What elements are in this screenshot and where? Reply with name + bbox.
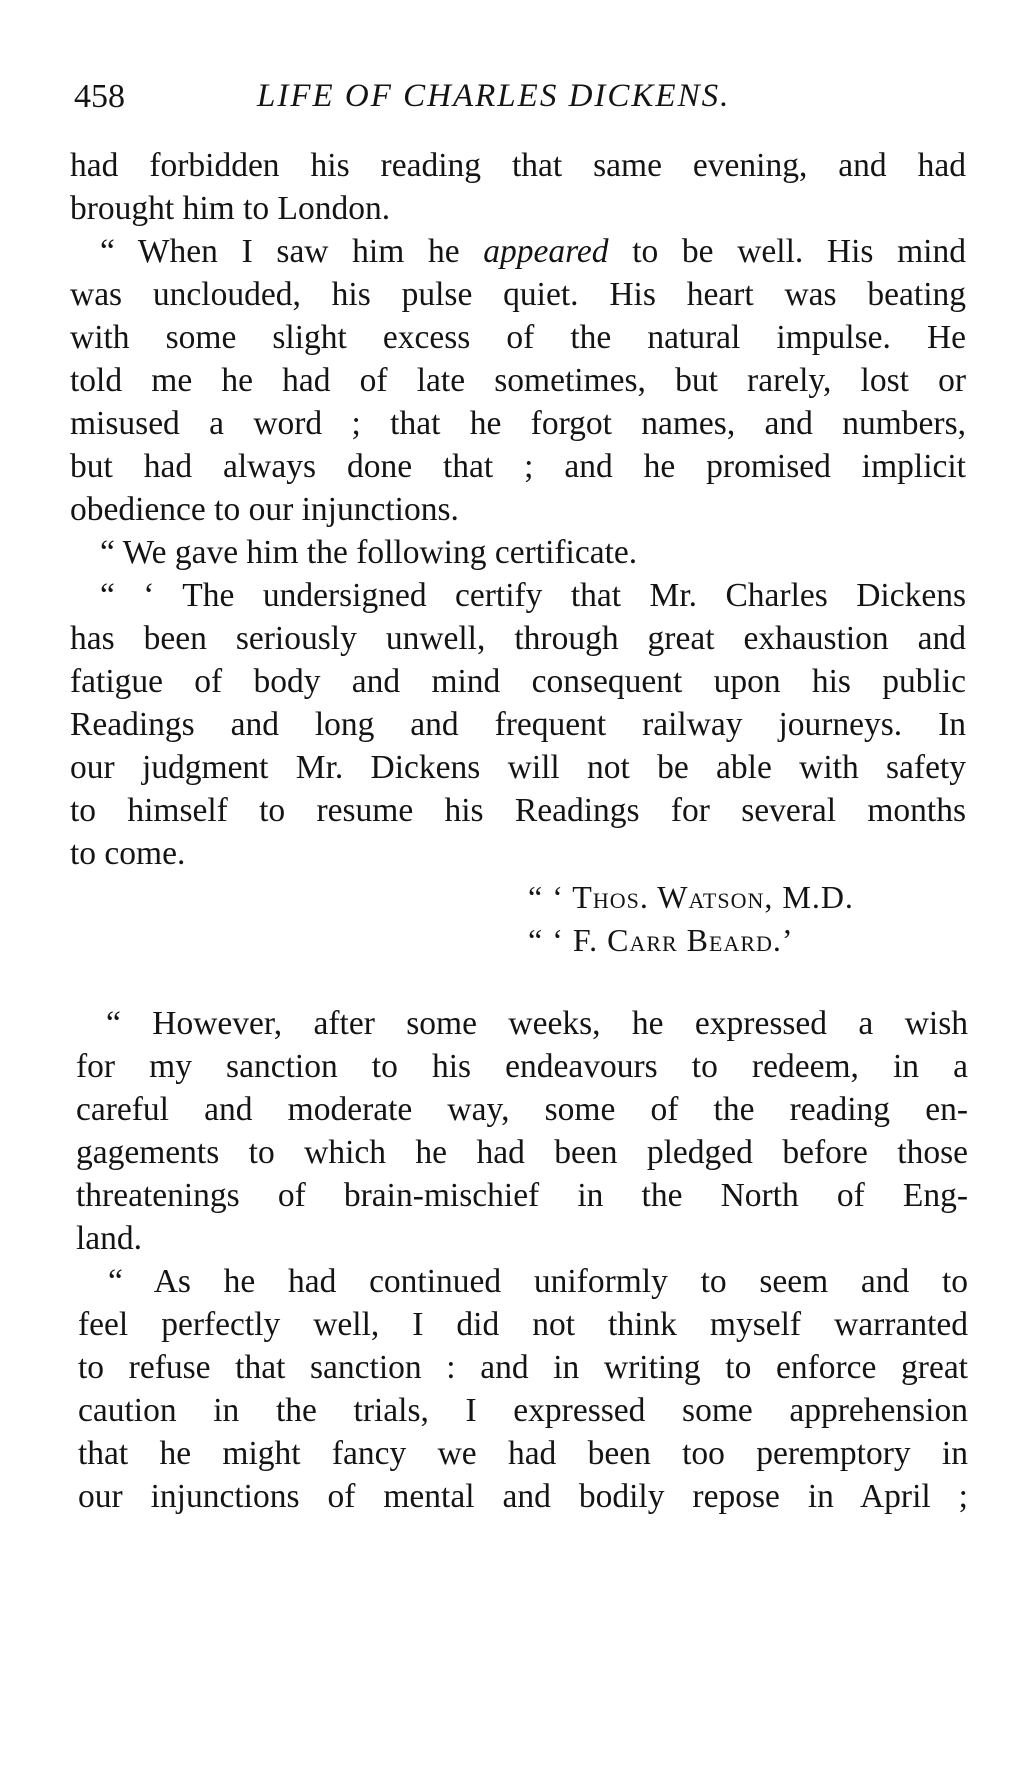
signature-line: “ ‘ F. Carr Beard.’ — [528, 922, 794, 958]
signature-line: “ ‘ Thos. Watson, M.D. — [528, 879, 854, 915]
text-line: Readings and long and frequent railway journeys. In — [70, 706, 966, 743]
text-line: told me he had of late sometimes, but rarely, lost or — [70, 362, 966, 399]
text-line: for my sanction to his endeavours to redeem, in a — [76, 1048, 968, 1085]
running-head: LIFE OF CHARLES DICKENS. — [257, 78, 731, 114]
text-line: was unclouded, his pulse quiet. His heart was beating — [70, 276, 966, 313]
text-line: that he might fancy we had been too peremptory in — [78, 1435, 968, 1472]
text-line: fatigue of body and mind consequent upon his public — [70, 663, 966, 700]
page-number: 458 — [74, 78, 125, 115]
text-line: “ As he had continued uniformly to seem and to — [108, 1263, 968, 1300]
text-line: our injunctions of mental and bodily repose in April ; — [78, 1478, 968, 1515]
emphasized-word: appeared — [483, 233, 609, 270]
text-line: brought him to London. — [70, 190, 391, 227]
text-line: our judgment Mr. Dickens will not be able with safety — [70, 749, 966, 786]
text-line: land. — [76, 1220, 143, 1257]
text-segment: “ When I saw him he appeared to be well. His mind — [100, 233, 966, 270]
text-line: obedience to our injunctions. — [70, 491, 459, 528]
text-line: had forbidden his reading that same evening, and had — [70, 147, 966, 184]
text-line: but had always done that ; and he promised implicit — [70, 448, 966, 485]
text-line: misused a word ; that he forgot names, and numbers, — [70, 405, 966, 442]
text-line: threatenings of brain-mischief in the North of Eng- — [76, 1177, 968, 1214]
text-line: “ We gave him the following certificate. — [100, 534, 638, 571]
text-line: caution in the trials, I expressed some apprehension — [78, 1392, 968, 1429]
text-line: to refuse that sanction : and in writing to enforce great — [78, 1349, 968, 1386]
text-line: to come. — [70, 835, 186, 872]
text-line: has been seriously unwell, through great exhaustion and — [70, 620, 966, 657]
text-line: “ However, after some weeks, he expressed a wish — [106, 1005, 968, 1042]
page-header — [72, 78, 972, 118]
text-line: to himself to resume his Readings for several months — [70, 792, 966, 829]
text-line: gagements to which he had been pledged before those — [76, 1134, 968, 1171]
text-line: careful and moderate way, some of the reading en- — [76, 1091, 968, 1128]
text-line-emphasis — [100, 232, 966, 272]
text-line: with some slight excess of the natural impulse. He — [70, 319, 966, 356]
text-line: feel perfectly well, I did not think myself warranted — [78, 1306, 968, 1343]
text-line: “ ‘ The undersigned certify that Mr. Charles Dickens — [100, 577, 966, 614]
